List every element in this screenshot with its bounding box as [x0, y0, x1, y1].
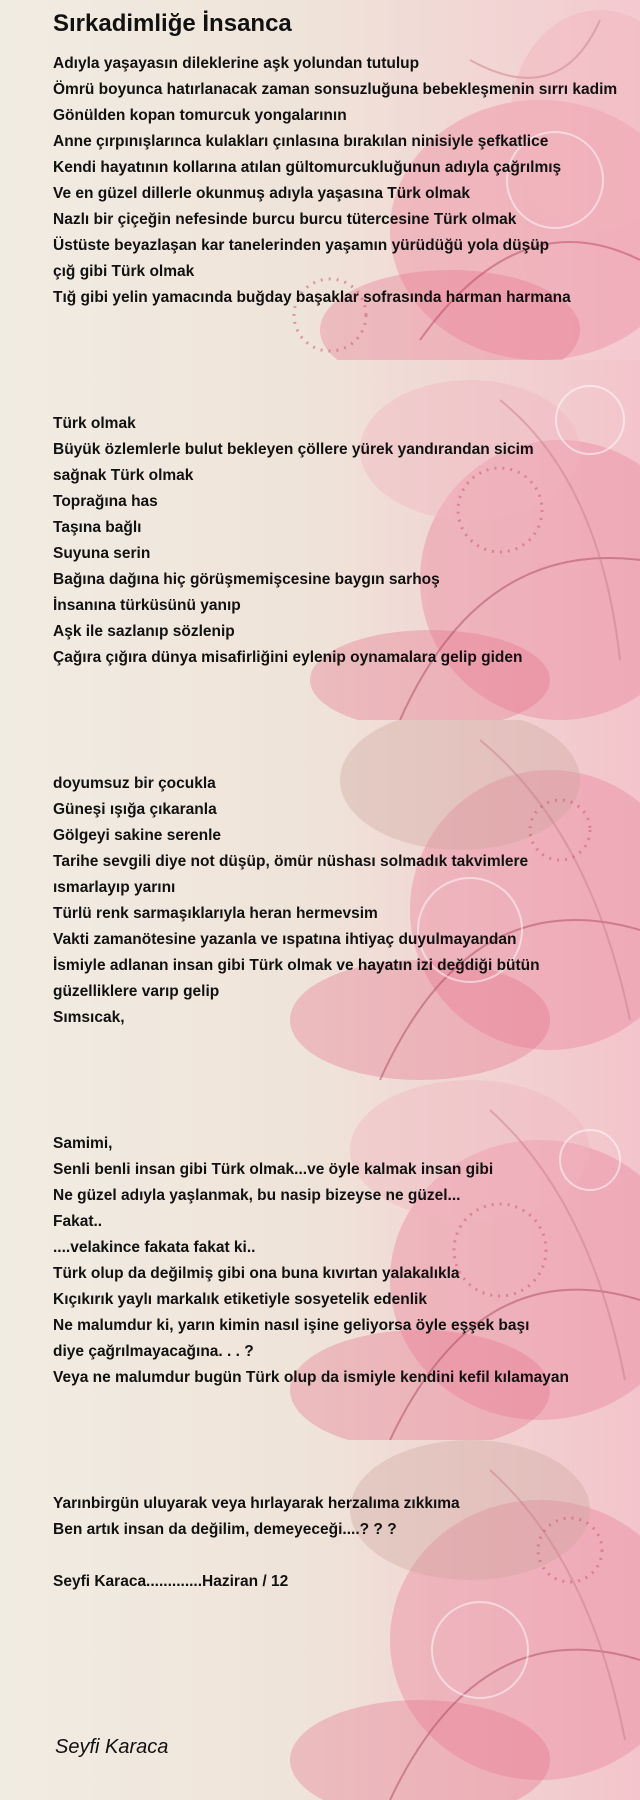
- poem-line: çığ gibi Türk olmak: [53, 263, 195, 280]
- poem-line: Senli benli insan gibi Türk olmak...ve öyle kalmak insan gibi: [53, 1161, 494, 1178]
- poem-line: Yarınbirgün uluyarak veya hırlayarak herzalıma zıkkıma: [53, 1495, 460, 1512]
- poem-line: Kıçıkırık yaylı markalık etiketiyle sosyetelik edenlik: [53, 1291, 427, 1308]
- poem-title: Sırkadimliğe İnsanca: [53, 10, 292, 37]
- poem-line: ....velakince fakata fakat ki..: [53, 1239, 256, 1256]
- poem-line: Nazlı bir çiçeğin nefesinde burcu burcu tütercesine Türk olmak: [53, 211, 517, 228]
- poem-panel-1: [0, 0, 640, 360]
- poem-line: İsmiyle adlanan insan gibi Türk olmak ve hayatın izi değdiği bütün: [53, 957, 540, 974]
- poem-line: Bağına dağına hiç görüşmemişcesine baygın sarhoş: [53, 571, 440, 588]
- author-signature: Seyfi Karaca: [55, 1736, 169, 1758]
- poem-line: Ömrü boyunca hatırlanacak zaman sonsuzluğuna bebekleşmenin sırrı kadim: [53, 81, 618, 98]
- poem-line: Gölgeyi sakine serenle: [53, 827, 222, 844]
- poem-panel-3: [0, 720, 640, 1080]
- poem-line: Anne çırpınışlarınca kulakları çınlasına bırakılan ninisiyle şefkatlice: [53, 133, 549, 150]
- poem-panel-2: [0, 360, 640, 720]
- poem-line: Üstüste beyazlaşan kar tanelerinden yaşamın yürüdüğü yola düşüp: [53, 237, 550, 254]
- stanza-3: [53, 771, 640, 1031]
- poem-line: sağnak Türk olmak: [53, 467, 194, 484]
- poem-line: Taşına bağlı: [53, 519, 142, 536]
- poem-line: diye çağrılmayacağına. . . ?: [53, 1343, 254, 1360]
- poem-line: Aşk ile sazlanıp sözlenip: [53, 623, 235, 640]
- poem-panel-4: [0, 1080, 640, 1440]
- poem-line: Ve en güzel dillerle okunmuş adıyla yaşasına Türk olmak: [53, 185, 470, 202]
- blank-line: [53, 1543, 640, 1569]
- poem-line: Ne malumdur ki, yarın kimin nasıl işine geliyorsa öyle eşşek başı: [53, 1317, 530, 1334]
- poem-line: Vakti zamanötesine yazanla ve ıspatına ihtiyaç duyulmayandan: [53, 931, 517, 948]
- poem-line: Türlü renk sarmaşıklarıyla heran hermevsim: [53, 905, 378, 922]
- poem-line: Ben artık insan da değilim, demeyeceği....? ? ?: [53, 1521, 397, 1538]
- stanza-5: [53, 1491, 640, 1595]
- poem-line: Veya ne malumdur bugün Türk olup da ismiyle kendini kefil kılamayan: [53, 1369, 569, 1386]
- poem-line: Sımsıcak,: [53, 1009, 125, 1026]
- poem-line: Tığ gibi yelin yamacında buğday başaklar sofrasında harman harmana: [53, 289, 571, 306]
- poem-line: Samimi,: [53, 1135, 113, 1152]
- poem-line: Güneşi ışığa çıkaranla: [53, 801, 217, 818]
- poem-line: ısmarlayıp yarını: [53, 879, 176, 896]
- stanza-4: [53, 1131, 640, 1391]
- poem-line: Büyük özlemlerle bulut bekleyen çöllere yürek yandırandan sicim: [53, 441, 534, 458]
- stanza-2: [53, 411, 640, 671]
- poem-author-date: Seyfi Karaca.............Haziran / 12: [53, 1573, 289, 1590]
- poem-line: Adıyla yaşayasın dileklerine aşk yolundan tutulup: [53, 55, 420, 72]
- poem-line: güzelliklere varıp gelip: [53, 983, 220, 1000]
- poem-line: Çağıra çığıra dünya misafirliğini eylenip oynamalara gelip giden: [53, 649, 523, 666]
- poem-line: Ne güzel adıyla yaşlanmak, bu nasip bizeyse ne güzel...: [53, 1187, 461, 1204]
- poem-line: Gönülden kopan tomurcuk yongalarının: [53, 107, 347, 124]
- poem-line: Türk olmak: [53, 415, 136, 432]
- stanza-1: [53, 51, 640, 311]
- poem-line: Türk olup da değilmiş gibi ona buna kıvırtan yalakalıkla: [53, 1265, 460, 1282]
- poem-line: İnsanına türküsünü yanıp: [53, 597, 241, 614]
- poem-line: Kendi hayatının kollarına atılan gültomurcukluğunun adıyla çağrılmış: [53, 159, 562, 176]
- poem-line: Suyuna serin: [53, 545, 151, 562]
- poem-line: Tarihe sevgili diye not düşüp, ömür nüshası solmadık takvimlere: [53, 853, 529, 870]
- poem-line: doyumsuz bir çocukla: [53, 775, 216, 792]
- poem-line: Fakat..: [53, 1213, 103, 1230]
- poem-line: Toprağına has: [53, 493, 158, 510]
